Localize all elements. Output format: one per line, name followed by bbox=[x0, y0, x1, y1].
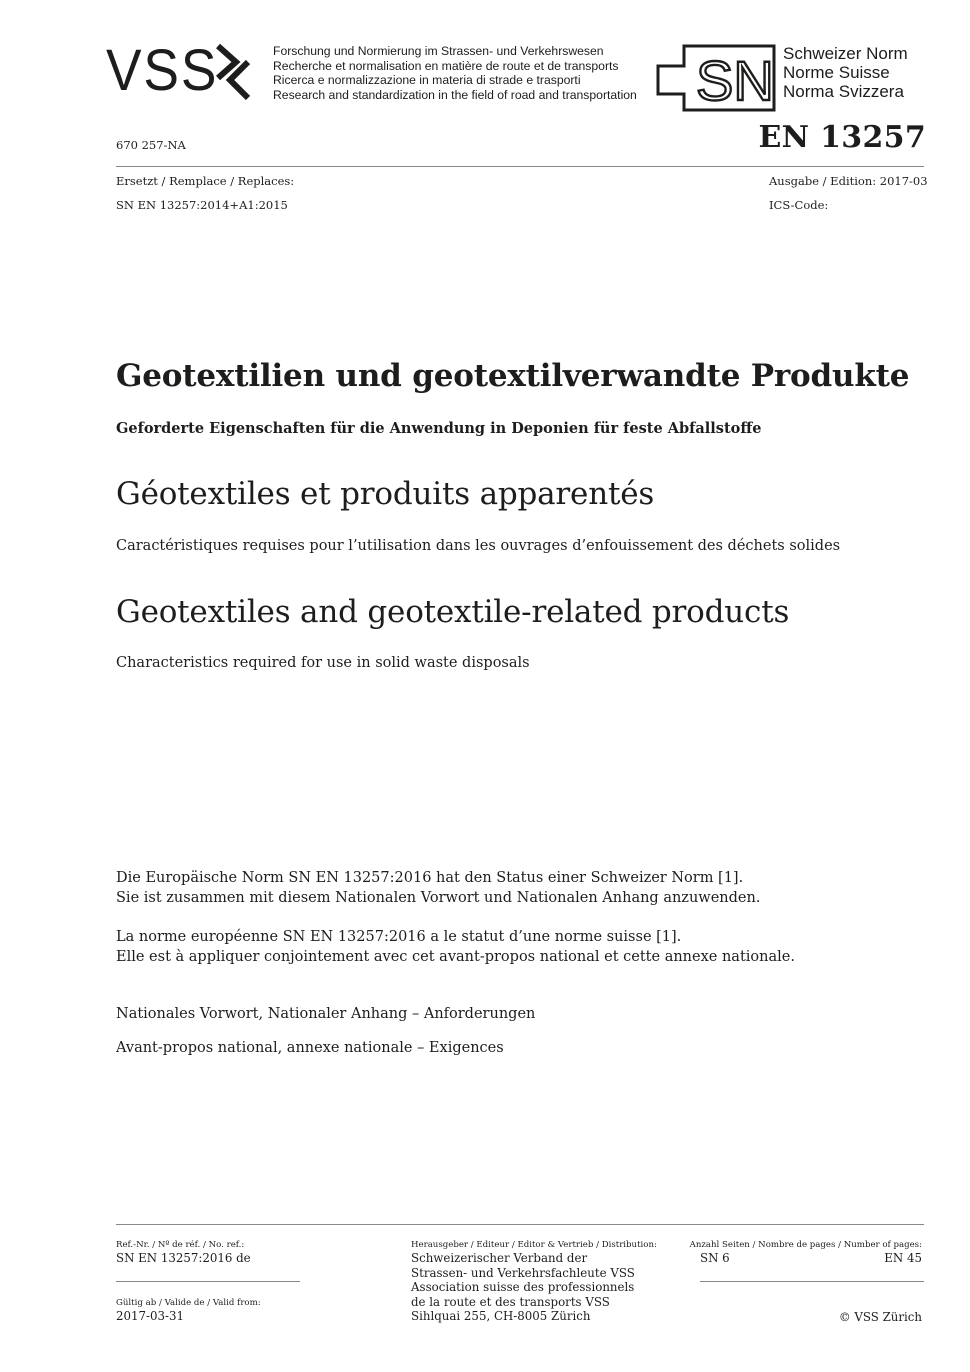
sn-logo-text: SN bbox=[696, 49, 774, 112]
vss-tagline bbox=[273, 44, 637, 102]
publisher-line: Sihlquai 255, CH-8005 Zürich bbox=[411, 1309, 591, 1324]
annex-german: Nationales Vorwort, Nationaler Anhang – Anforderungen bbox=[116, 1006, 536, 1022]
edition-label: Ausgabe / Edition: 2017-03 bbox=[769, 174, 928, 188]
status-german-line-2: Sie ist zusammen mit diesem Nationalen Vorwort und Nationalen Anhang anzuwenden. bbox=[116, 889, 761, 906]
sn-name-fr: Norme Suisse bbox=[783, 63, 890, 82]
sn-name-de: Schweizer Norm bbox=[783, 44, 908, 63]
publisher-line: Schweizerischer Verband der bbox=[411, 1251, 588, 1265]
title-german: Geotextilien und geotextilverwandte Produkte bbox=[116, 358, 910, 394]
sn-logo bbox=[656, 44, 786, 112]
copyright: © VSS Zürich bbox=[838, 1310, 922, 1324]
subtitle-french: Caractéristiques requises pour l’utilisation dans les ouvrages d’enfouissement des déchets solides bbox=[116, 538, 841, 554]
footer-ref-divider bbox=[116, 1281, 300, 1282]
publisher-line: de la route et des transports VSS bbox=[411, 1294, 610, 1309]
footer-divider bbox=[116, 1224, 924, 1225]
replaces-label: Ersetzt / Remplace / Replaces: bbox=[116, 174, 295, 188]
publisher-address bbox=[411, 1251, 635, 1324]
vss-logo bbox=[106, 40, 266, 100]
valid-from-label: Gültig ab / Valide de / Valid from: bbox=[116, 1298, 261, 1308]
header-divider bbox=[116, 166, 924, 167]
vss-tagline-fr: Recherche et normalisation en matière de route et de transports bbox=[273, 58, 619, 73]
vss-logo-text: VSS bbox=[106, 40, 219, 100]
publisher-line: Strassen- und Verkehrsfachleute VSS bbox=[411, 1265, 635, 1280]
valid-from-value: 2017-03-31 bbox=[116, 1309, 185, 1323]
footer-pages-divider bbox=[700, 1281, 924, 1282]
status-german bbox=[116, 869, 760, 908]
subtitle-english: Characteristics required for use in solid waste disposals bbox=[116, 655, 530, 671]
status-german-line-1: Die Europäische Norm SN EN 13257:2016 hat den Status einer Schweizer Norm [1]. bbox=[116, 870, 744, 886]
annex-french: Avant-propos national, annexe nationale – Exigences bbox=[116, 1040, 504, 1056]
title-english: Geotextiles and geotextile-related products bbox=[116, 594, 790, 630]
publisher-line: Association suisse des professionnels bbox=[411, 1280, 635, 1295]
vss-tagline-en: Research and standardization in the field of road and transportation bbox=[273, 87, 637, 102]
pages-label: Anzahl Seiten / Nombre de pages / Number of pages: bbox=[689, 1240, 922, 1250]
pages-sn: SN 6 bbox=[700, 1251, 730, 1265]
pages-en: EN 45 bbox=[884, 1251, 922, 1265]
sn-name-it: Norma Svizzera bbox=[783, 82, 904, 101]
ref-label: Ref.-Nr. / Nº de réf. / No. ref.: bbox=[116, 1240, 245, 1250]
subtitle-german: Geforderte Eigenschaften für die Anwendung in Deponien für feste Abfallstoffe bbox=[116, 420, 762, 437]
status-french-line-2: Elle est à appliquer conjointement avec cet avant-propos national et cette annexe nationale. bbox=[116, 948, 795, 965]
title-french: Géotextiles et produits apparentés bbox=[116, 476, 655, 512]
status-french-line-1: La norme européenne SN EN 13257:2016 a le statut d’une norme suisse [1]. bbox=[116, 929, 682, 945]
document-number: 670 257-NA bbox=[116, 138, 186, 152]
vss-tagline-de: Forschung und Normierung im Strassen- und Verkehrswesen bbox=[273, 44, 604, 58]
vss-tagline-it: Ricerca e normalizzazione in materia di strade e trasporti bbox=[273, 73, 581, 87]
ref-value: SN EN 13257:2016 de bbox=[116, 1251, 251, 1265]
status-french bbox=[116, 928, 795, 967]
publisher-label: Herausgeber / Editeur / Editor & Vertrieb / Distribution: bbox=[411, 1240, 657, 1250]
replaces-value: SN EN 13257:2014+A1:2015 bbox=[116, 198, 288, 212]
ics-code-label: ICS-Code: bbox=[769, 198, 829, 212]
standard-number: EN 13257 bbox=[758, 120, 926, 155]
sn-name bbox=[783, 44, 908, 101]
